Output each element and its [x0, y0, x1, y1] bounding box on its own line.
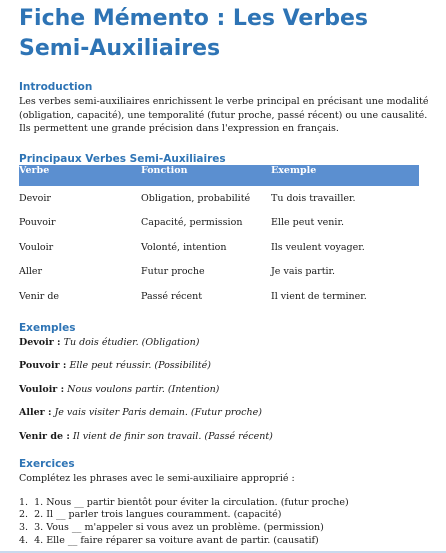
table-cell: Il vient de terminer.: [271, 290, 367, 302]
table-cell: Tu dois travailler.: [271, 192, 356, 204]
table-cell: Vouloir: [19, 241, 54, 253]
table-cell: Volonté, intention: [141, 241, 227, 253]
table-header-row: [19, 165, 419, 186]
column-header: Fonction: [141, 165, 188, 176]
exercise-text: 2. Il __ parler trois langues couramment. (capacité): [34, 509, 282, 520]
table-row: [19, 235, 419, 260]
exercise-number: 4.: [19, 535, 29, 546]
example-text: Il vient de finir son travail. (Passé récent): [72, 431, 273, 442]
example-item: [19, 430, 273, 443]
verbs-table: [19, 165, 419, 309]
example-item: [19, 359, 211, 372]
table-cell: Passé récent: [141, 290, 203, 302]
intro-heading: Introduction: [19, 81, 93, 93]
table-row: [19, 211, 419, 236]
exercise-number: 1.: [19, 497, 29, 508]
example-item: [19, 383, 219, 396]
exercise-number: 3.: [19, 522, 29, 533]
page-title: Fiche Mémento : Les Verbes Semi-Auxiliaires: [19, 6, 368, 61]
table-cell: Elle peut venir.: [271, 217, 344, 229]
example-text: Nous voulons partir. (Intention): [67, 384, 220, 395]
table-row: [19, 284, 419, 309]
exercise-text: 4. Elle __ faire réparer sa voiture avant de partir. (causatif): [34, 535, 319, 546]
table-cell: Pouvoir: [19, 217, 56, 229]
table-cell: Aller: [19, 266, 43, 278]
exercise-text: 1. Nous __ partir bientôt pour éviter la circulation. (futur proche): [34, 497, 349, 508]
exercise-item: [19, 521, 324, 534]
example-text: Elle peut réussir. (Possibilité): [69, 360, 211, 371]
example-verb: Devoir :: [19, 337, 61, 348]
exercises-heading: Exercices: [19, 458, 75, 470]
table-cell: Ils veulent voyager.: [271, 241, 365, 253]
exercises-instruction: Complétez les phrases avec le semi-auxiliaire approprié :: [19, 473, 295, 484]
exercise-item: [19, 534, 319, 547]
example-item: [19, 406, 262, 419]
example-verb: Pouvoir :: [19, 360, 67, 371]
example-text: Je vais visiter Paris demain. (Futur proche): [54, 407, 262, 418]
example-verb: Venir de :: [19, 431, 70, 442]
table-cell: Devoir: [19, 192, 51, 204]
table-cell: Obligation, probabilité: [141, 192, 251, 204]
table-cell: Futur proche: [141, 266, 205, 278]
example-item: [19, 336, 199, 349]
intro-text: Les verbes semi-auxiliaires enrichissent le verbe principal en précisant une modalité (obligation, capacité), une temporalité (futur proche, passé récent) ou une causalité. Ils permettent une grande précision dans l'expression en français.: [19, 96, 429, 134]
column-header: Verbe: [19, 165, 50, 176]
table-cell: Capacité, permission: [141, 217, 243, 229]
example-verb: Aller :: [19, 407, 52, 418]
exercise-item: [19, 508, 282, 521]
exercise-number: 2.: [19, 509, 29, 520]
table-cell: Venir de: [19, 290, 60, 302]
example-verb: Vouloir :: [19, 384, 65, 395]
examples-heading: Exemples: [19, 322, 76, 334]
table-row: [19, 186, 419, 211]
exercise-text: 3. Vous __ m'appeler si vous avez un problème. (permission): [34, 522, 324, 533]
table-row: [19, 260, 419, 285]
table-heading: Principaux Verbes Semi-Auxiliaires: [19, 153, 226, 165]
example-text: Tu dois étudier. (Obligation): [63, 337, 200, 348]
table-cell: Je vais partir.: [271, 266, 336, 278]
column-header: Exemple: [271, 165, 317, 176]
